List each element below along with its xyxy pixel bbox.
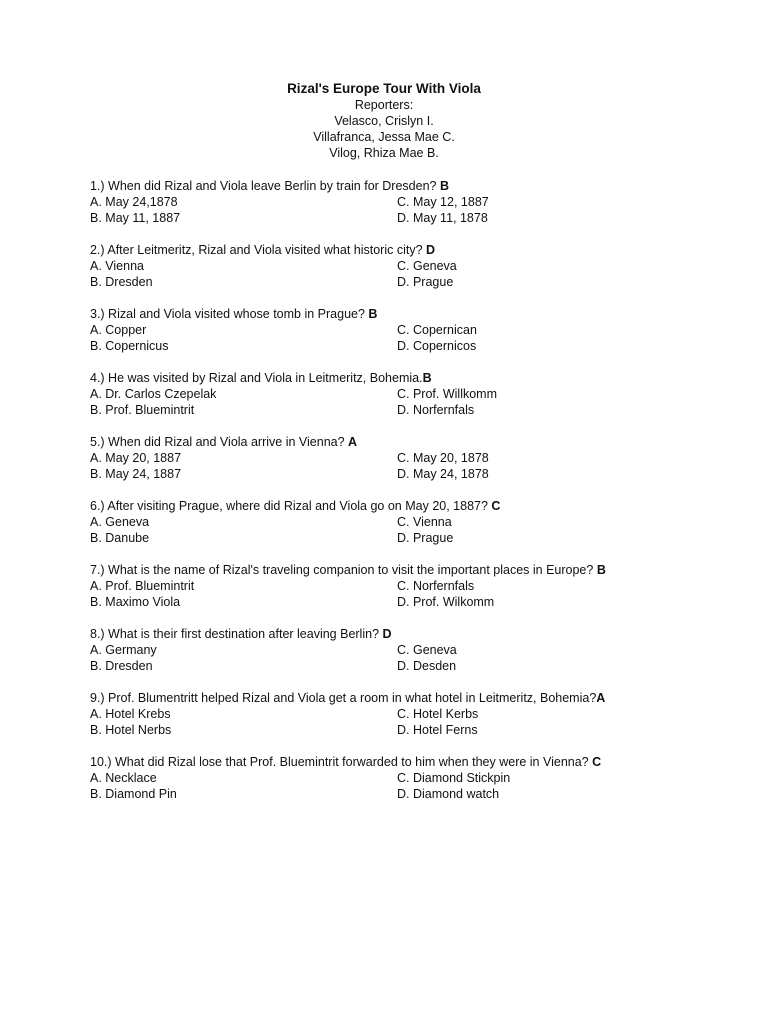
- option-d: D. Desden: [397, 659, 457, 673]
- option-grid: [90, 194, 730, 226]
- option-c: C. Hotel Kerbs: [397, 707, 479, 721]
- question-line: [90, 562, 730, 578]
- question-text: 4.) He was visited by Rizal and Viola in Leitmeritz, Bohemia.: [90, 371, 423, 385]
- option-b: B. Dresden: [90, 659, 153, 673]
- question-line: [90, 434, 730, 450]
- option-b: B. Copernicus: [90, 339, 169, 353]
- option-d: D. Diamond watch: [397, 787, 500, 801]
- question-item: [90, 562, 730, 610]
- option-a: A. Copper: [90, 323, 147, 337]
- option-c: C. Copernican: [397, 323, 477, 337]
- option-b: B. Maximo Viola: [90, 595, 181, 609]
- option-a: A. May 20, 1887: [90, 451, 182, 465]
- option-c: C. Geneva: [397, 259, 457, 273]
- document-header: [0, 80, 768, 161]
- option-d: D. Prague: [397, 531, 454, 545]
- answer-key: D: [426, 243, 436, 257]
- option-a: A. Dr. Carlos Czepelak: [90, 387, 217, 401]
- question-item: [90, 306, 730, 354]
- option-c: C. Diamond Stickpin: [397, 771, 511, 785]
- question-item: [90, 242, 730, 290]
- question-item: [90, 754, 730, 802]
- option-b: B. May 11, 1887: [90, 211, 181, 225]
- answer-key: C: [592, 755, 602, 769]
- option-grid: [90, 450, 730, 482]
- question-item: [90, 370, 730, 418]
- option-a: A. Vienna: [90, 259, 144, 273]
- question-line: [90, 690, 730, 706]
- option-b: B. Hotel Nerbs: [90, 723, 172, 737]
- question-item: [90, 690, 730, 738]
- question-text: 9.) Prof. Blumentritt helped Rizal and Viola get a room in what hotel in Leitmeritz, Bohemia?: [90, 691, 597, 705]
- option-a: A. Geneva: [90, 515, 150, 529]
- option-c: C. May 12, 1887: [397, 195, 489, 209]
- option-a: A. May 24,1878: [90, 195, 178, 209]
- option-d: D. Copernicos: [397, 339, 477, 353]
- answer-key: B: [439, 179, 449, 193]
- option-d: D. May 24, 1878: [397, 467, 489, 481]
- option-d: D. Prague: [397, 275, 454, 289]
- answer-key: C: [491, 499, 501, 513]
- option-b: B. Diamond Pin: [90, 787, 177, 801]
- question-text: 3.) Rizal and Viola visited whose tomb in Prague?: [90, 307, 369, 321]
- answer-key: D: [382, 627, 392, 641]
- option-grid: [90, 514, 730, 546]
- option-b: B. Dresden: [90, 275, 153, 289]
- option-grid: [90, 258, 730, 290]
- answer-key: B: [422, 371, 432, 385]
- option-grid: [90, 770, 730, 802]
- question-line: [90, 242, 730, 258]
- option-c: C. May 20, 1878: [397, 451, 489, 465]
- option-a: A. Germany: [90, 643, 157, 657]
- option-a: A. Prof. Bluemintrit: [90, 579, 195, 593]
- option-c: C. Norfernfals: [397, 579, 475, 593]
- option-d: D. Prof. Wilkomm: [397, 595, 495, 609]
- reporter-name: Villafranca, Jessa Mae C.: [313, 130, 455, 144]
- question-text: 10.) What did Rizal lose that Prof. Bluemintrit forwarded to him when they were in Vienna?: [90, 755, 593, 769]
- reporters-label: Reporters:: [354, 98, 414, 112]
- option-grid: [90, 578, 730, 610]
- option-grid: [90, 322, 730, 354]
- reporter-name: Vilog, Rhiza Mae B.: [329, 146, 439, 160]
- question-text: 7.) What is the name of Rizal's traveling companion to visit the important places in Europe?: [90, 563, 597, 577]
- option-grid: [90, 386, 730, 418]
- question-text: 2.) After Leitmeritz, Rizal and Viola visited what historic city?: [90, 243, 427, 257]
- option-d: D. May 11, 1878: [397, 211, 488, 225]
- answer-key: B: [596, 563, 606, 577]
- option-c: C. Geneva: [397, 643, 457, 657]
- question-line: [90, 370, 730, 386]
- question-line: [90, 498, 730, 514]
- reporter-name: Velasco, Crislyn I.: [334, 114, 434, 128]
- document-title: Rizal's Europe Tour With Viola: [287, 81, 481, 96]
- question-text: 5.) When did Rizal and Viola arrive in Vienna?: [90, 435, 349, 449]
- option-grid: [90, 642, 730, 674]
- option-c: C. Vienna: [397, 515, 452, 529]
- question-item: [90, 434, 730, 482]
- question-list: [90, 178, 730, 818]
- option-grid: [90, 706, 730, 738]
- answer-key: B: [368, 307, 378, 321]
- question-text: 8.) What is their first destination after leaving Berlin?: [90, 627, 383, 641]
- option-b: B. Prof. Bluemintrit: [90, 403, 195, 417]
- option-a: A. Necklace: [90, 771, 157, 785]
- question-line: [90, 754, 730, 770]
- option-b: B. Danube: [90, 531, 150, 545]
- question-line: [90, 626, 730, 642]
- question-item: [90, 498, 730, 546]
- answer-key: A: [596, 691, 606, 705]
- option-d: D. Norfernfals: [397, 403, 475, 417]
- question-item: [90, 626, 730, 674]
- answer-key: A: [348, 435, 358, 449]
- option-d: D. Hotel Ferns: [397, 723, 478, 737]
- question-line: [90, 306, 730, 322]
- question-line: [90, 178, 730, 194]
- question-text: 1.) When did Rizal and Viola leave Berlin by train for Dresden?: [90, 179, 440, 193]
- question-text: 6.) After visiting Prague, where did Rizal and Viola go on May 20, 1887?: [90, 499, 492, 513]
- option-b: B. May 24, 1887: [90, 467, 182, 481]
- option-a: A. Hotel Krebs: [90, 707, 171, 721]
- option-c: C. Prof. Willkomm: [397, 387, 497, 401]
- question-item: [90, 178, 730, 226]
